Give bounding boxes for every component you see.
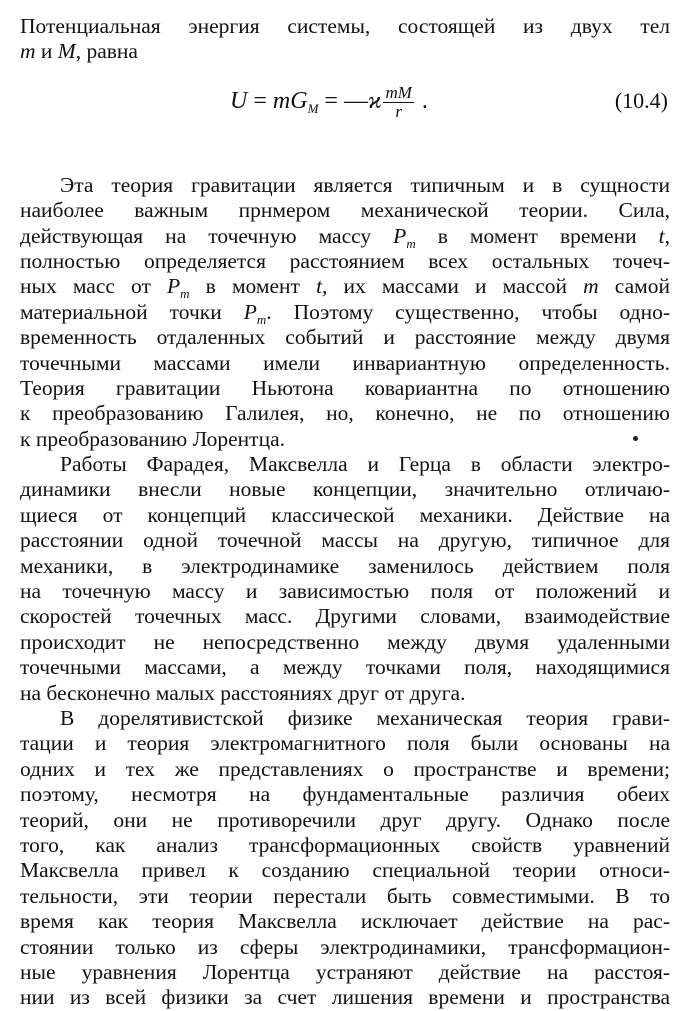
- para2-line-1: Работы Фарадея, Максвелла и Герца в области электро-: [60, 452, 670, 477]
- text: и: [35, 39, 58, 64]
- para1-line-5: [20, 274, 671, 302]
- subscript-m: m: [180, 286, 190, 302]
- var-M: M: [57, 39, 76, 64]
- text: ных масс от: [20, 274, 168, 299]
- subscript-m: m: [406, 235, 416, 251]
- text: в момент времени: [415, 223, 659, 248]
- para1-line-9: Теория гравитации Ньютона ковариантна по отношению: [20, 375, 670, 400]
- equation-number: (10.4): [614, 87, 668, 113]
- equals-minus: = —: [318, 87, 368, 114]
- fraction: [383, 84, 413, 121]
- var-t: t: [316, 274, 323, 299]
- para1-line-7: временность отдаленных событий и расстояние между двумя: [20, 325, 670, 350]
- text: , равна: [75, 39, 138, 64]
- equation-expression: [230, 81, 428, 121]
- text: . Поэтому существенно, чтобы одно-: [266, 299, 670, 324]
- para2-line-10: на бесконечно малых расстояниях друг от друга.: [20, 680, 466, 705]
- equation-10-4: [20, 69, 670, 135]
- para3-line-4: поэтому, несмотря на фундаментальные различия обеих: [20, 782, 670, 807]
- var-t: t: [658, 223, 665, 248]
- para1-line-10: к преобразованию Галилея, но, конечно, не по отношению: [20, 401, 670, 426]
- para2-line-8: происходит не непосредственно между двумя удаленными: [20, 629, 670, 654]
- subscript-M: M: [307, 100, 319, 116]
- text: самой: [598, 274, 671, 299]
- var-P: P: [243, 299, 257, 324]
- var-P: P: [167, 274, 181, 299]
- para2-line-2: динамики внесли новые концепции, значительно отличаю-: [20, 477, 670, 502]
- var-m: m: [20, 39, 36, 64]
- para1-line-4: полностью определяется расстоянием всех остальных точеч-: [20, 248, 670, 273]
- text: ,: [664, 223, 670, 248]
- para1-line-1: Эта теория гравитации является типичным и в сущности: [60, 172, 670, 197]
- equation-period: .: [415, 87, 428, 114]
- var-P: P: [393, 223, 407, 248]
- kappa-symbol: ϰ: [367, 87, 382, 114]
- stray-dot-mark: [633, 436, 638, 441]
- equals-sign: =: [247, 87, 273, 114]
- para1-line-8: точечными массами имели инвариантную определенность.: [20, 350, 670, 375]
- para2-line-7: скоростей точечных масс. Другими словами, взаимодействие: [20, 604, 670, 629]
- text: материальной точки: [20, 299, 244, 324]
- var-m: m: [583, 274, 599, 299]
- para3-line-3: одних и тех же представлениях о пространстве и времени;: [20, 756, 670, 781]
- para1-line-11: к преобразованию Лорентца.: [20, 426, 285, 451]
- para3-line-2: тации и теория электромагнитного поля были основаны на: [20, 731, 670, 756]
- fraction-denominator: r: [395, 101, 402, 121]
- para1-line-3: [20, 224, 670, 249]
- term-mG: mG: [272, 87, 308, 114]
- para1-line-6: [20, 300, 670, 325]
- text: , их массами и массой: [322, 274, 584, 299]
- fraction-numerator: mM: [385, 82, 412, 102]
- para3-line-10: стоянии только из сферы электродинамики, трансформацион-: [20, 934, 670, 959]
- para3-line-11: ные уравнения Лорентца устраняют действие на расстоя-: [20, 959, 670, 984]
- para3-line-9: время как теория Максвелла исключает действие на рас-: [20, 909, 670, 934]
- var-U: U: [230, 87, 248, 114]
- text: действующая на точечную массу: [20, 223, 394, 248]
- para3-line-8: тельности, эти теории перестали быть совместимыми. В то: [20, 883, 670, 908]
- para3-line-1: В дорелятивистской физике механическая теория грави-: [60, 705, 670, 730]
- para2-line-9: точечными массами, а между точками поля, находящимися: [20, 655, 670, 680]
- para2-line-5: механики, в электродинамике заменилось действием поля: [20, 553, 670, 578]
- para2-line-6: на точечную массу и зависимостью поля от положений и: [20, 579, 670, 604]
- para3-line-12: нии из всей физики за счет лишения времени и пространства: [20, 985, 670, 1010]
- para3-line-5: теорий, они не противоречили друг другу. Однако после: [20, 807, 670, 832]
- text: в момент: [189, 274, 317, 299]
- para3-line-7: Максвелла привел к созданию специальной теории относи-: [20, 858, 670, 883]
- para2-line-4: расстоянии одной точечной массы на другую, типичное для: [20, 528, 670, 553]
- intro-line-1: Потенциальная энергия системы, состоящей из двух тел: [20, 14, 670, 38]
- para3-line-6: того, как анализ трансформационных свойств уравнений: [20, 832, 670, 857]
- subscript-m: m: [256, 311, 267, 327]
- para1-line-2: наиболее важным прнмером механической теории. Сила,: [20, 198, 670, 223]
- para2-line-3: щиеся от концепций классической механики. Действие на: [20, 502, 670, 527]
- intro-line-2: [20, 39, 670, 64]
